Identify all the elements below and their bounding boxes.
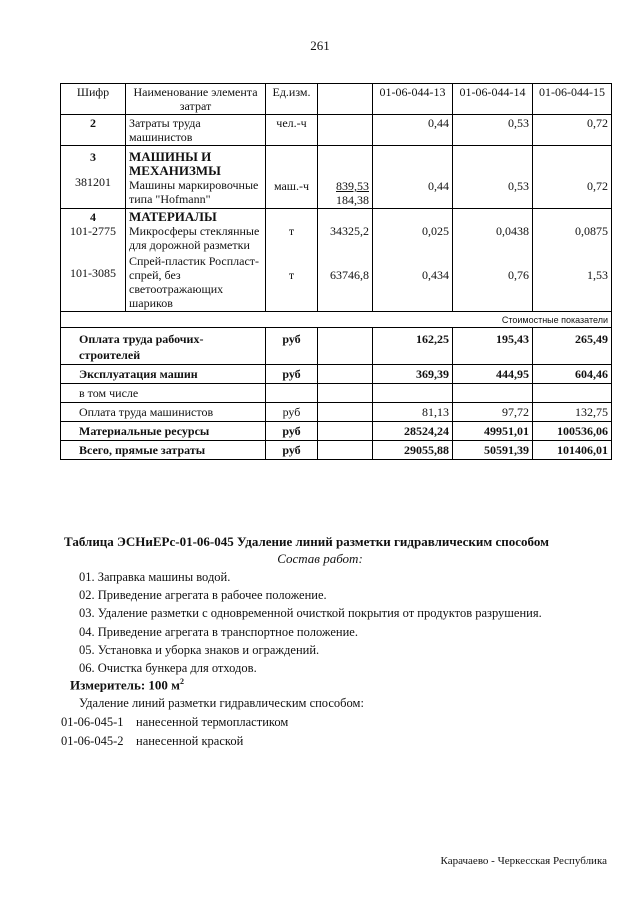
operation-item: 03. Удаление разметки с одновременной очисткой покрытия от продуктов разрушения. bbox=[79, 606, 542, 621]
table-title: Таблица ЭСНиЕРс-01-06-045 Удаление линий разметки гидравлическим способом bbox=[64, 534, 549, 549]
header-price bbox=[318, 84, 373, 115]
totals-row bbox=[61, 365, 612, 384]
table-row bbox=[61, 146, 612, 209]
row-unit: чел.-ч bbox=[266, 115, 318, 146]
totals-cell: 49951,01 bbox=[453, 422, 533, 441]
operation-item: 02. Приведение агрегата в рабочее положение. bbox=[79, 588, 327, 603]
page-footer: Карачаево - Черкесская Республика bbox=[440, 855, 607, 867]
totals-empty-cell bbox=[318, 328, 373, 365]
page-number: 261 bbox=[310, 38, 330, 53]
totals-row bbox=[61, 441, 612, 460]
section-code: 4 bbox=[90, 210, 96, 224]
row-code: 2 bbox=[61, 115, 126, 146]
totals-cell bbox=[266, 384, 318, 403]
item-price-bottom: 184,38 bbox=[336, 193, 369, 207]
totals-cell: 369,39 bbox=[373, 365, 453, 384]
totals-cell bbox=[373, 384, 453, 403]
operation-item: 01. Заправка машины водой. bbox=[79, 570, 231, 584]
item-value-1: 0,025 bbox=[422, 224, 449, 238]
header-col2: 01-06-044-14 bbox=[453, 84, 533, 115]
item-value-3: 0,72 bbox=[533, 146, 612, 209]
totals-cell: 100536,06 bbox=[533, 422, 612, 441]
section-title: МАТЕРИАЛЫ bbox=[129, 209, 217, 224]
item-value-1: 0,44 bbox=[373, 146, 453, 209]
operation-item: 05. Установка и уборка знаков и ограждений. bbox=[79, 642, 320, 657]
totals-row bbox=[61, 328, 612, 365]
totals-cell: 444,95 bbox=[453, 365, 533, 384]
totals-cell: 97,72 bbox=[453, 403, 533, 422]
item-price: 34325,2 bbox=[330, 224, 369, 238]
totals-cell: 162,25 bbox=[373, 328, 453, 365]
totals-empty-cell bbox=[318, 384, 373, 403]
item-value-3: 1,53 bbox=[587, 268, 608, 282]
operation-item: 04. Приведение агрегата в транспортное положение. bbox=[79, 624, 358, 639]
header-code: Шифр bbox=[61, 84, 126, 115]
item-unit: т bbox=[288, 268, 295, 282]
variants-list bbox=[61, 713, 288, 750]
totals-cell: 195,43 bbox=[453, 328, 533, 365]
row-name: Затраты труда машинистов bbox=[126, 115, 266, 146]
item-name: Спрей-пластик Роспласт-спрей, без светоотражающих шариков bbox=[129, 254, 260, 310]
item-unit: маш.-ч bbox=[266, 146, 318, 209]
section-code: 3 bbox=[90, 150, 96, 164]
variant-text: нанесенной краской bbox=[136, 733, 244, 748]
totals-cell: Всего, прямые затраты bbox=[61, 441, 266, 460]
item-value-3: 0,0875 bbox=[575, 224, 608, 238]
totals-empty-cell bbox=[318, 365, 373, 384]
measure-label: Измеритель: 100 $м^2$ bbox=[70, 677, 185, 693]
item-value-2: 0,76 bbox=[508, 268, 529, 282]
cost-header-row bbox=[61, 312, 612, 328]
totals-cell: Материальные ресурсы bbox=[61, 422, 266, 441]
measure-exponent: 2 bbox=[180, 677, 185, 686]
variant-item bbox=[61, 713, 288, 732]
totals-cell: руб bbox=[266, 403, 318, 422]
totals-row bbox=[61, 384, 612, 403]
totals-cell: 28524,24 bbox=[373, 422, 453, 441]
totals-cell bbox=[453, 384, 533, 403]
totals-cell: руб bbox=[266, 422, 318, 441]
totals-empty-cell bbox=[318, 403, 373, 422]
totals-cell: Эксплуатация машин bbox=[61, 365, 266, 384]
totals-cell bbox=[533, 384, 612, 403]
totals-cell: руб bbox=[266, 441, 318, 460]
totals-cell: Оплата труда рабочих-строителей bbox=[61, 328, 266, 365]
item-code: 101-3085 bbox=[70, 266, 116, 280]
composition-label: Состав работ: bbox=[277, 551, 363, 566]
operation-item: 06. Очистка бункера для отходов. bbox=[79, 661, 257, 676]
variant-code: 01-06-045-1 bbox=[61, 715, 124, 729]
header-col3: 01-06-044-15 bbox=[533, 84, 612, 115]
totals-cell: в том числе bbox=[61, 384, 266, 403]
totals-cell: 81,13 bbox=[373, 403, 453, 422]
row-value-3: 0,72 bbox=[533, 115, 612, 146]
item-code: 101-2775 bbox=[70, 224, 116, 238]
totals-cell: 29055,88 bbox=[373, 441, 453, 460]
totals-cell: руб bbox=[266, 328, 318, 365]
item-value-1: 0,434 bbox=[422, 268, 449, 282]
item-name: Микросферы стеклянные для дорожной разметки bbox=[129, 224, 260, 252]
header-unit: Ед.изм. bbox=[266, 84, 318, 115]
table-row bbox=[61, 209, 612, 312]
totals-cell: 101406,01 bbox=[533, 441, 612, 460]
item-name: Машины маркировочные типа "Hofmann" bbox=[129, 178, 259, 206]
table-row bbox=[61, 115, 612, 146]
resource-table bbox=[60, 83, 612, 460]
totals-cell: 132,75 bbox=[533, 403, 612, 422]
totals-empty-cell bbox=[318, 422, 373, 441]
item-price-top: 839,53 bbox=[336, 179, 369, 193]
row-value-1: 0,44 bbox=[373, 115, 453, 146]
variant-text: нанесенной термопластиком bbox=[136, 715, 289, 729]
operations-list bbox=[79, 568, 542, 677]
totals-cell: Оплата труда машинистов bbox=[61, 403, 266, 422]
variant-item bbox=[61, 732, 288, 751]
header-col1: 01-06-044-13 bbox=[373, 84, 453, 115]
variant-code: 01-06-045-2 bbox=[61, 733, 124, 748]
removal-description: Удаление линий разметки гидравлическим способом: bbox=[79, 696, 364, 710]
row-value-2: 0,53 bbox=[453, 115, 533, 146]
totals-cell: 265,49 bbox=[533, 328, 612, 365]
item-value-2: 0,0438 bbox=[496, 224, 529, 238]
section-title: МАШИНЫ И МЕХАНИЗМЫ bbox=[129, 149, 221, 178]
totals-section bbox=[61, 328, 612, 460]
totals-empty-cell bbox=[318, 441, 373, 460]
totals-cell: 50591,39 bbox=[453, 441, 533, 460]
item-value-2: 0,53 bbox=[453, 146, 533, 209]
totals-row bbox=[61, 403, 612, 422]
totals-cell: 604,46 bbox=[533, 365, 612, 384]
item-unit: т bbox=[288, 224, 295, 238]
totals-row bbox=[61, 422, 612, 441]
totals-cell: руб bbox=[266, 365, 318, 384]
table-header-row bbox=[61, 84, 612, 115]
item-code: 381201 bbox=[75, 175, 111, 189]
cost-header: Стоимостные показатели bbox=[61, 312, 612, 328]
item-price: 63746,8 bbox=[330, 268, 369, 282]
header-name: Наименование элемента затрат bbox=[126, 84, 266, 115]
